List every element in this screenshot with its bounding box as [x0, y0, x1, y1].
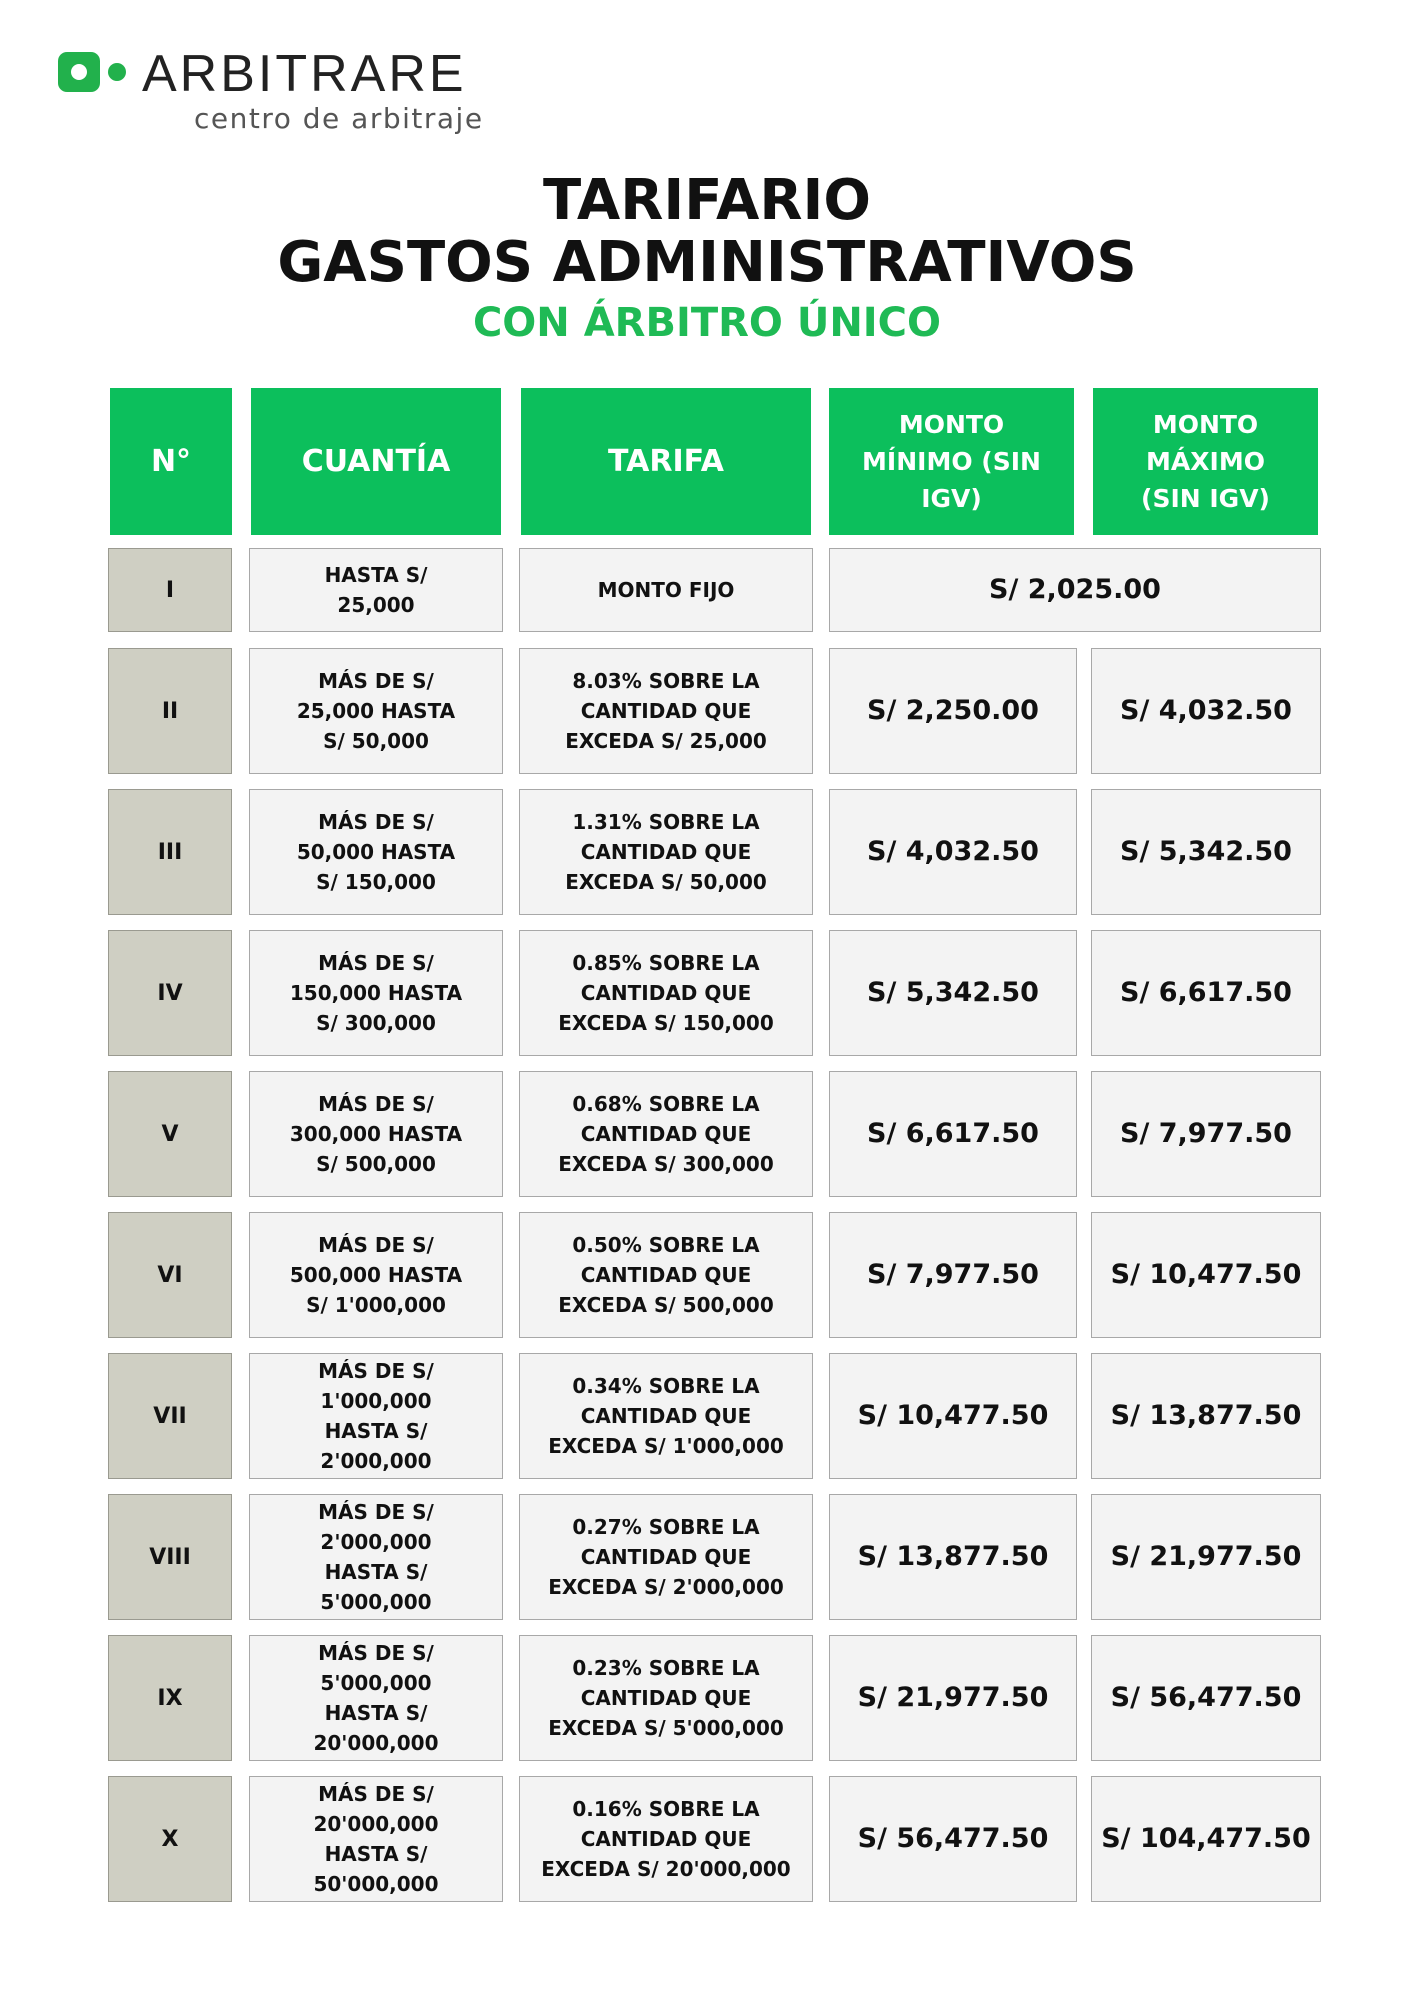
row-number-text: IV	[157, 980, 183, 1006]
row-number	[108, 1776, 232, 1902]
header-cell-text: MONTO MÁXIMO (SIN IGV)	[1141, 410, 1270, 513]
cuantia-cell-text: MÁS DE S/ 1'000,000 HASTA S/ 2'000,000	[318, 1359, 434, 1473]
row-number-text: X	[161, 1826, 179, 1852]
cuantia-cell	[249, 1635, 503, 1761]
tarifa-cell-text: 0.68% SOBRE LA CANTIDAD QUE EXCEDA S/ 300,000	[558, 1092, 774, 1176]
cuantia-cell-text: MÁS DE S/ 150,000 HASTA S/ 300,000	[289, 951, 463, 1035]
cuantia-cell-text: HASTA S/ 25,000	[324, 563, 428, 617]
cuantia-cell	[249, 1494, 503, 1620]
tarifa-cell-text: 8.03% SOBRE LA CANTIDAD QUE EXCEDA S/ 25,000	[565, 669, 767, 753]
header-cell	[251, 388, 501, 535]
header-cell-text: MONTO MÍNIMO (SIN IGV)	[862, 410, 1041, 513]
row-number	[108, 1635, 232, 1761]
monto-minimo-cell	[829, 1212, 1077, 1338]
monto-maximo-cell	[1091, 1353, 1321, 1479]
row-number-text: VII	[153, 1403, 187, 1429]
tarifa-cell	[519, 1353, 813, 1479]
row-number	[108, 648, 232, 774]
header-cell-text: TARIFA	[608, 443, 724, 479]
tarifa-cell	[519, 1635, 813, 1761]
tarifa-cell-text: 0.16% SOBRE LA CANTIDAD QUE EXCEDA S/ 20'000,000	[541, 1797, 791, 1881]
monto-maximo-cell	[1091, 648, 1321, 774]
monto-maximo-cell-text: S/ 10,477.50	[1110, 1259, 1302, 1290]
monto-maximo-cell	[1091, 1635, 1321, 1761]
monto-maximo-cell-text: S/ 6,617.50	[1120, 977, 1292, 1008]
cuantia-cell	[249, 789, 503, 915]
row-number-text: II	[161, 698, 179, 724]
monto-minimo-cell	[829, 789, 1077, 915]
row-number	[108, 548, 232, 632]
header-cell	[110, 388, 232, 535]
tarifa-cell-text: MONTO FIJO	[597, 578, 735, 602]
row-number	[108, 930, 232, 1056]
cuantia-cell-text: MÁS DE S/ 2'000,000 HASTA S/ 5'000,000	[318, 1500, 434, 1614]
cuantia-cell-text: MÁS DE S/ 300,000 HASTA S/ 500,000	[289, 1092, 463, 1176]
monto-minimo-cell-text: S/ 21,977.50	[857, 1682, 1049, 1713]
row-number	[108, 1353, 232, 1479]
row-number	[108, 789, 232, 915]
tarifa-cell	[519, 1776, 813, 1902]
header-cell-text: N°	[150, 443, 192, 479]
monto-minimo-cell	[829, 1776, 1077, 1902]
tarifa-cell	[519, 1071, 813, 1197]
monto-maximo-cell-text: S/ 56,477.50	[1110, 1682, 1302, 1713]
row-number-text: I	[165, 577, 175, 603]
cuantia-cell	[249, 1353, 503, 1479]
title-line1: TARIFARIO	[543, 168, 871, 233]
monto-maximo-cell	[1091, 1494, 1321, 1620]
cuantia-cell-text: MÁS DE S/ 50,000 HASTA S/ 150,000	[296, 810, 456, 894]
tarifa-cell	[519, 548, 813, 632]
row-number	[108, 1212, 232, 1338]
tarifa-cell	[519, 648, 813, 774]
tarifa-cell	[519, 1212, 813, 1338]
title-subtitle: CON ÁRBITRO ÚNICO	[472, 300, 942, 346]
monto-minimo-cell-text: S/ 10,477.50	[857, 1400, 1049, 1431]
row-number	[108, 1071, 232, 1197]
row-number-text: IX	[157, 1685, 183, 1711]
cuantia-cell-text: MÁS DE S/ 20'000,000 HASTA S/ 50'000,000	[313, 1782, 439, 1896]
monto-minimo-cell	[829, 648, 1077, 774]
monto-minimo-cell	[829, 548, 1321, 632]
tarifa-cell	[519, 789, 813, 915]
cuantia-cell	[249, 548, 503, 632]
tarifa-cell-text: 0.34% SOBRE LA CANTIDAD QUE EXCEDA S/ 1'000,000	[548, 1374, 784, 1458]
monto-maximo-cell-text: S/ 4,032.50	[1120, 695, 1292, 726]
tarifa-cell	[519, 930, 813, 1056]
tarifa-cell-text: 0.23% SOBRE LA CANTIDAD QUE EXCEDA S/ 5'000,000	[548, 1656, 784, 1740]
monto-maximo-cell	[1091, 1776, 1321, 1902]
cuantia-cell	[249, 1776, 503, 1902]
header-cell	[829, 388, 1074, 535]
cuantia-cell-text: MÁS DE S/ 500,000 HASTA S/ 1'000,000	[289, 1233, 463, 1317]
monto-minimo-cell-text: S/ 4,032.50	[867, 836, 1039, 867]
monto-minimo-cell-text: S/ 5,342.50	[867, 977, 1039, 1008]
monto-maximo-cell	[1091, 930, 1321, 1056]
cuantia-cell-text: MÁS DE S/ 25,000 HASTA S/ 50,000	[296, 669, 456, 753]
title-block	[0, 170, 1414, 348]
monto-minimo-cell-text: S/ 2,250.00	[867, 695, 1039, 726]
row-number	[108, 1494, 232, 1620]
logo-mark-icon	[58, 52, 128, 92]
header-cell-text: CUANTÍA	[301, 443, 451, 479]
row-number-text: III	[157, 839, 183, 865]
monto-maximo-cell-text: S/ 5,342.50	[1120, 836, 1292, 867]
monto-minimo-cell-text: S/ 2,025.00	[989, 574, 1161, 605]
monto-minimo-cell-text: S/ 56,477.50	[857, 1823, 1049, 1854]
title-line2: GASTOS ADMINISTRATIVOS	[277, 230, 1137, 295]
monto-minimo-cell	[829, 1494, 1077, 1620]
monto-maximo-cell-text: S/ 13,877.50	[1110, 1400, 1302, 1431]
cuantia-cell	[249, 1212, 503, 1338]
tarifa-cell-text: 1.31% SOBRE LA CANTIDAD QUE EXCEDA S/ 50,000	[565, 810, 767, 894]
logo-name: ARBITRARE	[142, 45, 467, 103]
monto-minimo-cell	[829, 1635, 1077, 1761]
cuantia-cell-text: MÁS DE S/ 5'000,000 HASTA S/ 20'000,000	[313, 1641, 439, 1755]
cuantia-cell	[249, 1071, 503, 1197]
header-cell	[1093, 388, 1318, 535]
row-number-text: VI	[157, 1262, 183, 1288]
tarifa-cell-text: 0.50% SOBRE LA CANTIDAD QUE EXCEDA S/ 500,000	[558, 1233, 774, 1317]
row-number-text: VIII	[149, 1544, 191, 1570]
monto-minimo-cell-text: S/ 7,977.50	[867, 1259, 1039, 1290]
monto-maximo-cell	[1091, 789, 1321, 915]
monto-minimo-cell-text: S/ 13,877.50	[857, 1541, 1049, 1572]
header-cell	[521, 388, 811, 535]
monto-maximo-cell-text: S/ 104,477.50	[1101, 1823, 1311, 1854]
tarifa-cell-text: 0.85% SOBRE LA CANTIDAD QUE EXCEDA S/ 150,000	[558, 951, 774, 1035]
monto-minimo-cell	[829, 1071, 1077, 1197]
monto-minimo-cell	[829, 930, 1077, 1056]
tarifa-cell-text: 0.27% SOBRE LA CANTIDAD QUE EXCEDA S/ 2'000,000	[548, 1515, 784, 1599]
monto-maximo-cell-text: S/ 21,977.50	[1110, 1541, 1302, 1572]
logo-tagline: centro de arbitraje	[194, 102, 484, 135]
tarifa-cell	[519, 1494, 813, 1620]
monto-maximo-cell-text: S/ 7,977.50	[1120, 1118, 1292, 1149]
monto-maximo-cell	[1091, 1212, 1321, 1338]
cuantia-cell	[249, 930, 503, 1056]
monto-maximo-cell	[1091, 1071, 1321, 1197]
cuantia-cell	[249, 648, 503, 774]
monto-minimo-cell	[829, 1353, 1077, 1479]
row-number-text: V	[161, 1121, 179, 1147]
monto-minimo-cell-text: S/ 6,617.50	[867, 1118, 1039, 1149]
